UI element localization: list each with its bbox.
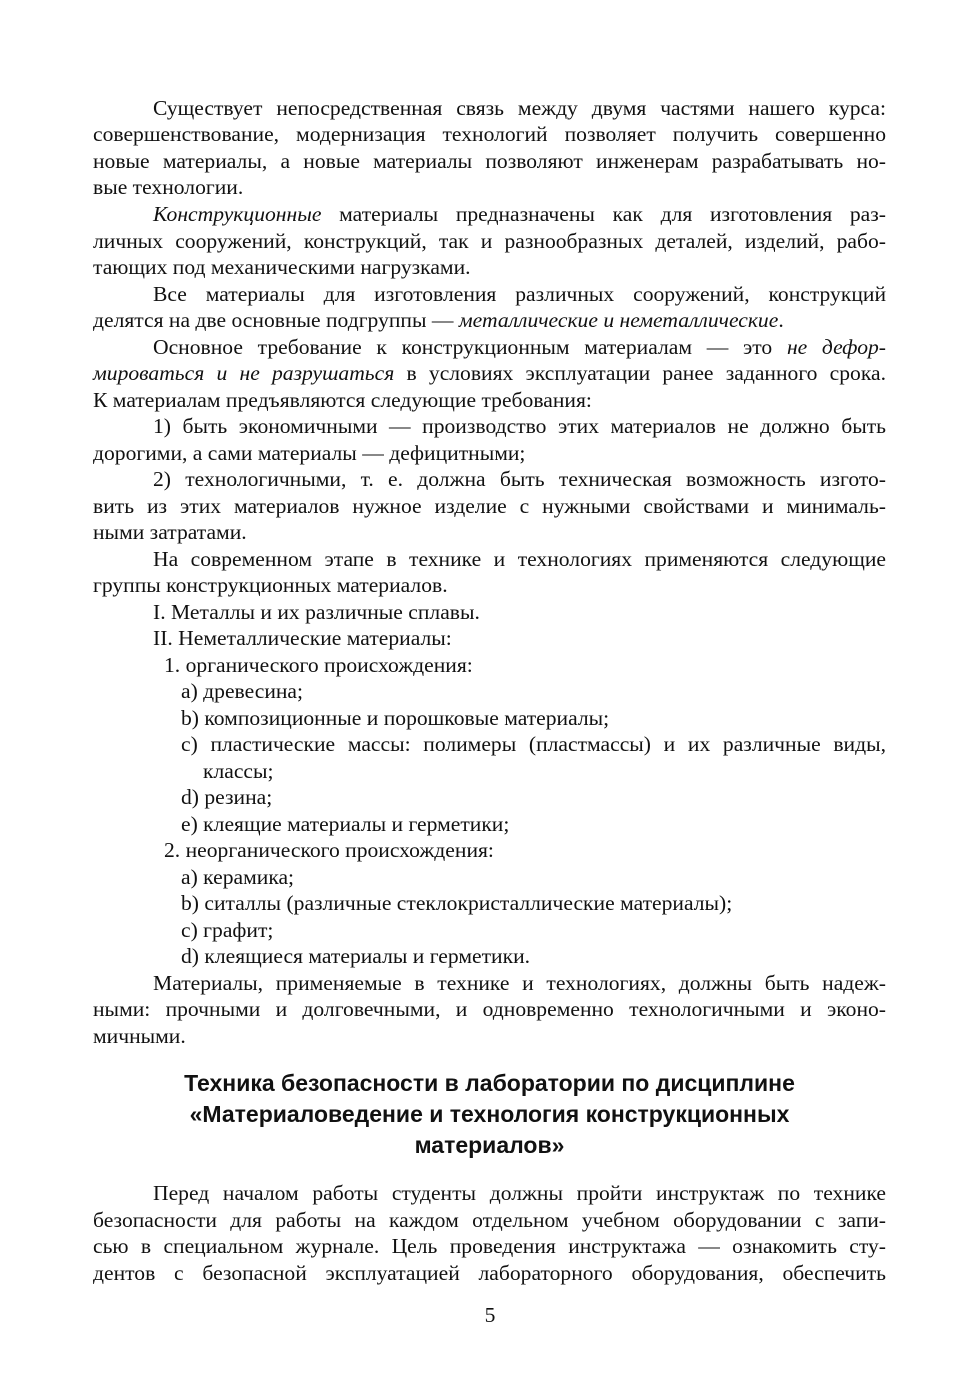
list-item: I. Металлы и их различные сплавы. xyxy=(153,600,480,624)
body-line: Существует непосредственная связь между двумя частями нашего курса: xyxy=(153,96,886,120)
list-item: c) пластические массы: полимеры (пластмассы) и их различные виды, xyxy=(181,732,886,756)
body-line: дентов с безопасной эксплуатацией лабораторного оборудования, обеспечить xyxy=(93,1261,886,1285)
body-line: новые материалы, а новые материалы позволяют инженерам разрабатывать но- xyxy=(93,149,886,173)
body-line: совершенствование, модернизация технологий позволяет получить совершенно xyxy=(93,122,886,146)
list-item: 1. органического происхождения: xyxy=(164,653,473,677)
body-line: сью в специальном журнале. Цель проведения инструктажа — ознакомить сту- xyxy=(93,1234,886,1258)
italic-term: мироваться и не разрушаться xyxy=(93,361,395,385)
body-line: вые технологии. xyxy=(93,175,244,199)
list-item: a) древесина; xyxy=(181,679,304,703)
list-item: e) клеящие материалы и герметики; xyxy=(181,812,510,836)
body-line: Основное требование к конструкционным материалам — это не дефор- xyxy=(153,335,886,359)
body-line: группы конструкционных материалов. xyxy=(93,573,448,597)
body-line: Конструкционные материалы предназначены как для изготовления раз- xyxy=(153,202,886,226)
list-item: d) резина; xyxy=(181,785,273,809)
list-item: b) ситаллы (различные стеклокристаллические материалы); xyxy=(181,891,733,915)
body-line: ными затратами. xyxy=(93,520,247,544)
body-line: ными: прочными и долговечными, и одновременно технологичными и эконо- xyxy=(93,997,886,1021)
body-line: К материалам предъявляются следующие требования: xyxy=(93,388,592,412)
body-line: личных сооружений, конструкций, так и разнообразных деталей, изделий, рабо- xyxy=(93,229,886,253)
body-line: 2) технологичными, т. е. должна быть техническая возможность изгото- xyxy=(153,467,886,491)
body-line: На современном этапе в технике и технологиях применяются следующие xyxy=(153,547,886,571)
section-heading: материалов» xyxy=(414,1132,565,1158)
body-line: Все материалы для изготовления различных сооружений, конструкций xyxy=(153,282,886,306)
body-line: Перед началом работы студенты должны пройти инструктаж по технике xyxy=(153,1181,886,1205)
section-heading: «Материаловедение и технология конструкционных xyxy=(189,1101,790,1127)
italic-term: Конструкционные xyxy=(153,202,322,226)
list-item: b) композиционные и порошковые материалы; xyxy=(181,706,610,730)
list-item: II. Неметаллические материалы: xyxy=(153,626,452,650)
italic-term: металлические и неметаллические xyxy=(458,308,779,332)
list-item: d) клеящиеся материалы и герметики. xyxy=(181,944,531,968)
body-line: 1) быть экономичными — производство этих материалов не должно быть xyxy=(153,414,886,438)
list-item: a) керамика; xyxy=(181,865,295,889)
body-line: мичными. xyxy=(93,1024,186,1048)
list-item: c) графит; xyxy=(181,918,274,942)
body-line: тающих под механическими нагрузками. xyxy=(93,255,471,279)
italic-term: не дефор- xyxy=(786,335,886,359)
body-line: Материалы, применяемые в технике и технологиях, должны быть надеж- xyxy=(153,971,886,995)
body-line: дорогими, а сами материалы — дефицитными; xyxy=(93,441,526,465)
list-item: классы; xyxy=(203,759,274,783)
section-heading: Техника безопасности в лаборатории по дисциплине xyxy=(184,1070,795,1096)
body-line: безопасности для работы на каждом отдельном учебном оборудовании с запи- xyxy=(93,1208,886,1232)
page-number: 5 xyxy=(484,1303,496,1327)
body-line: вить из этих материалов нужное изделие с нужными свойствами и минималь- xyxy=(93,494,886,518)
body-line: делятся на две основные подгруппы — металлические и неметаллические. xyxy=(93,308,784,332)
list-item: 2. неорганического происхождения: xyxy=(164,838,494,862)
body-line: мироваться и не разрушаться в условиях эксплуатации ранее заданного срока. xyxy=(93,361,886,385)
